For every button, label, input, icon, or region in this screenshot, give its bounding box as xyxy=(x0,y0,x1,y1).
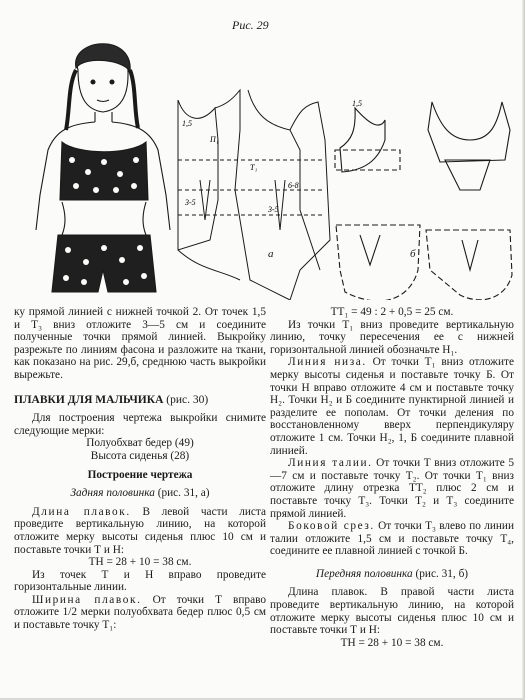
section-heading xyxy=(14,394,266,407)
pattern-b xyxy=(335,102,512,300)
measure-item: Высота сиденья (28) xyxy=(90,449,190,462)
pattern-label: 1,5 xyxy=(182,119,192,128)
pattern-label: 6-8 xyxy=(288,181,299,190)
pattern-label: П₁ xyxy=(210,135,219,144)
sub-ref: (рис. 31, б) xyxy=(415,567,469,580)
paragraph xyxy=(14,506,266,556)
sub-section-title xyxy=(14,487,266,500)
measure-item: Полуобхват бедер (49) xyxy=(86,437,194,450)
sub-section-title xyxy=(270,568,514,581)
figure-label-b: б xyxy=(410,248,416,260)
paragraph-body: От точки Т₃ влево по линии талии отложите 1,5 см и поставьте точку Т₄, соедините ее плавной линией с точкой Б. xyxy=(270,520,515,558)
paragraph xyxy=(270,356,514,457)
pattern-label: Т₁ xyxy=(250,163,258,172)
paragraph-body: От точки Т вниз отложите 5—7 см и поставьте точку Т₂. От точки Т₁ вниз отложите длину отрезка ТТ₂ плюс 2 см и поставьте точку Т₃. Точки Т₂ и Т₃ соедините прямой линией. xyxy=(270,457,515,520)
lead-term: Линия талии. xyxy=(288,457,373,470)
sub-ref: (рис. 31, а) xyxy=(157,487,210,500)
lead-term: Линия низа. xyxy=(288,356,367,369)
sub-italic: Задняя половинка xyxy=(70,487,155,500)
paragraph: Для построения чертежа выкройки снимите следующие мерки: xyxy=(14,412,266,437)
lead-term: Длина плавок. xyxy=(32,505,131,518)
paragraph: Длина плавок. В правой части листа проведите вертикальную линию, на которой отложите мерку высоты сиденья плюс 10 см и поставьте точки Т и Н: xyxy=(270,586,514,637)
heading-ref: (рис. 30) xyxy=(166,393,209,406)
formula: ТН = 28 + 10 = 38 см. xyxy=(88,556,192,569)
paragraph xyxy=(270,520,514,558)
pattern-label: 3-5 xyxy=(268,205,279,214)
paragraph xyxy=(14,594,266,632)
formula: ТН = 28 + 10 = 38 см. xyxy=(340,636,444,649)
pattern-label: 3-5 xyxy=(185,198,196,207)
paragraph: Из точки Т₁ вниз проведите вертикальную линию, точку пересечения ее с нижней горизонтальной линией обозначьте Н₁. xyxy=(270,318,514,356)
paragraph xyxy=(270,457,514,520)
right-column xyxy=(270,306,514,649)
subheading: Построение чертежа xyxy=(87,468,193,481)
paragraph-body: От точки Т вправо отложите 1/2 мерки полуобхвата бедер плюс 0,5 см и поставьте точку Т₁: xyxy=(14,593,266,632)
figure-illustration xyxy=(0,30,525,300)
formula: ТТ₁ = 49 : 2 + 0,5 = 25 см. xyxy=(330,306,454,318)
pattern-a xyxy=(178,90,330,300)
paragraph-body: В левой части листа проведите вертикальную линию, на которой отложите мерку высоты сиденья плюс 10 см и поставьте точки Т и Н: xyxy=(14,505,266,556)
lead-term: Ширина плавок. xyxy=(32,593,142,606)
left-column xyxy=(14,306,266,632)
paragraph-body: От точки Т₁ вниз отложите мерку высоты сиденья и поставьте точку Б. От точки Н вправо отложите 4 см и поставьте точку Н₂. Точки Н₂ и Б соедините пунктирной линией и разделите ее пополам. От точки деления по восстановленному вверх перпендикуляру отложите 1 см. Точки Н₂, 1, Б соедините плавной линией. xyxy=(270,356,514,457)
lead-term: Боковой срез. xyxy=(288,520,375,533)
sub-italic: Передняя половинка xyxy=(315,567,413,580)
figure-label-a: а xyxy=(268,248,274,260)
girl-figure xyxy=(36,44,170,292)
paragraph: Из точек Т и Н вправо проведите горизонтальные линии. xyxy=(14,568,266,594)
paragraph: ку прямой линией с нижней точкой 2. От точек 1,5 и Т₃ вниз отложите 3—5 см и соедините полученные точки прямой линией. Выкройку разрежьте по линиям фасона и разложите на ткани, как показано на рис. 29,б, среднюю часть выкройки вырежьте. xyxy=(14,306,266,381)
heading-title: ПЛАВКИ ДЛЯ МАЛЬЧИКА xyxy=(14,393,164,406)
pattern-drawing xyxy=(0,30,525,300)
figure-caption: Рис. 29 xyxy=(232,18,269,32)
pattern-label: 1,5 xyxy=(352,99,362,108)
